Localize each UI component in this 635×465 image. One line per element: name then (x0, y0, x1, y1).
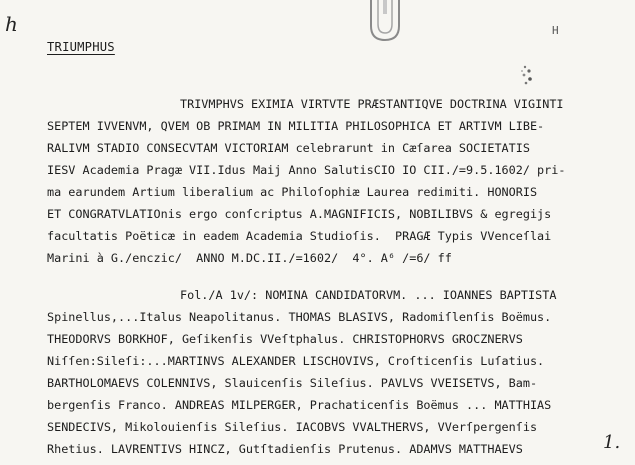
paragraph-2-line-8: Rhetius. LAVRENTIVS HINCZ, Gutſtadienſis Prutenus. ADAMVS MATTHAEVS (47, 442, 523, 456)
paragraph-1-line-2: SEPTEM IVVENVM, QVEM OB PRIMAM IN MILITIA PHILOSOPHICA ET ARTIVM LIBE- (47, 119, 545, 133)
bottom-handwritten-mark: 1. (603, 432, 621, 453)
paragraph-2-line-1: Fol./A 1v/: NOMINA CANDIDATORVM. ... IOANNES BAPTISTA (180, 288, 557, 302)
paragraph-1-line-1: TRIVMPHVS EXIMIA VIRTVTE PRÆSTANTIQVE DOCTRINA VIGINTI (180, 97, 564, 111)
paper-clip-shadow (365, 0, 405, 44)
paragraph-2-line-3: THEODORVS BORKHOF, Geſikenſis VVeſtphalus. CHRISTOPHORVS GROCZNERVS (47, 332, 523, 346)
paragraph-2-line-2: Spinellus,...Italus Neapolitanus. THOMAS BLASIVS, Radomiſlenſis Boëmus. (47, 310, 552, 324)
paragraph-1-line-8: Marini à G./enczic/ ANNO M.DC.II./=1602/ 4°. A⁶ /=6/ ff (47, 251, 452, 265)
corner-handwritten-mark: h (5, 12, 18, 36)
paragraph-2-line-5: BARTHOLOMAEVS COLENNIVS, Slauicenſis Sileſius. PAVLVS VVEISETVS, Bam- (47, 376, 538, 390)
paragraph-1-line-7: facultatis Poëticæ in eadem Academia Studioſis. PRAGÆ Typis VVenceſlai (47, 229, 552, 243)
card-heading: TRIUMPHUS (47, 40, 115, 54)
ink-blot (519, 62, 535, 88)
paragraph-2-line-7: SENDECIVS, Mikolouienſis Sileſius. IACOBVS VVALTHERVS, VVerſpergenſis (47, 420, 538, 434)
paragraph-1-line-3: RALIVM STADIO CONSECVTAM VICTORIAM celebrarunt in Cæſarea SOCIETATIS (47, 141, 530, 155)
paragraph-1-line-5: ma earundem Artium liberalium ac Philoſophiæ Laurea redimiti. HONORIS (47, 185, 538, 199)
paragraph-1-line-6: ET CONGRATVLATIOnis ergo conſcriptus A.MAGNIFICIS, NOBILIBVS & egregijs (47, 207, 552, 221)
top-right-handwritten-mark: H (552, 24, 559, 37)
paragraph-2-line-6: bergenſis Franco. ANDREAS MILPERGER, Prachaticenſis Boëmus ... MATTHIAS (47, 398, 552, 412)
paragraph-1-line-4: IESV Academia Pragæ VII.Idus Maij Anno SalutisCIO IO CII./=9.5.1602/ pri- (47, 163, 566, 177)
paragraph-2-line-4: Niſſen:Sileſi:...MARTINVS ALEXANDER LISCHOVIVS, Croſticenſis Luſatius. (47, 354, 545, 368)
